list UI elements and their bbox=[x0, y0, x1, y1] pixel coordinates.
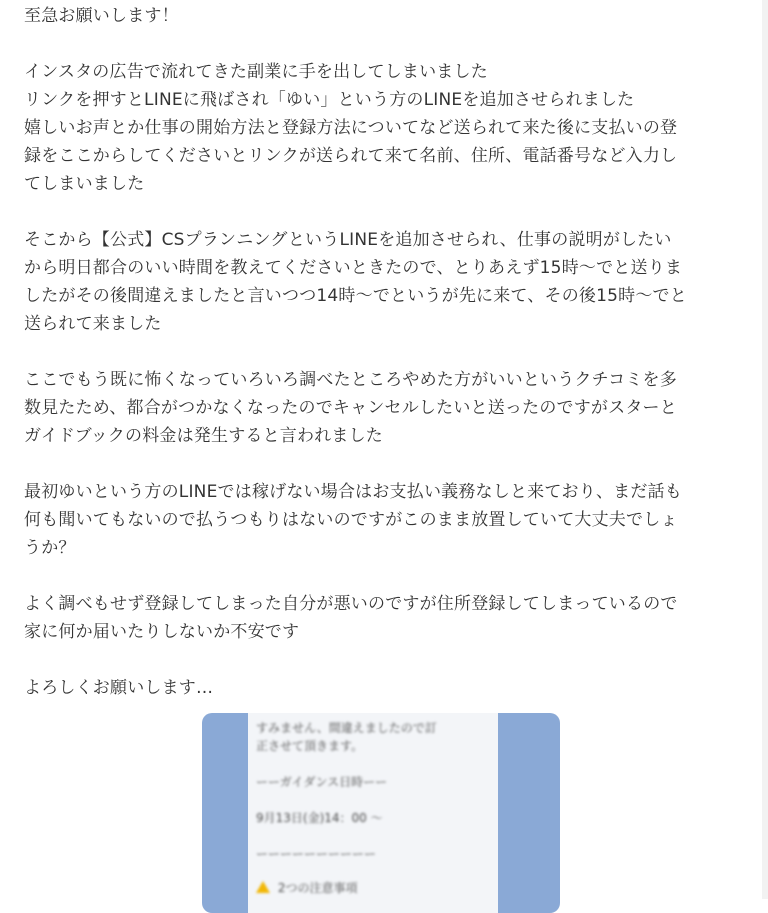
attached-screenshot[interactable] bbox=[202, 713, 560, 913]
text-line: リンクを押すとLINEに飛ばされ「ゆい」という方のLINEを追加させられました bbox=[24, 90, 635, 110]
paragraph-worry bbox=[24, 590, 744, 646]
text-line: ガイドブックの料金は発生すると言われました bbox=[24, 426, 383, 446]
blurred-text-line: 9月13日(金)14：00 〜 bbox=[256, 811, 383, 825]
blurred-warning-line bbox=[256, 879, 357, 896]
paragraph-payment bbox=[24, 478, 744, 562]
paragraph-cs-planning bbox=[24, 226, 744, 338]
text-line: から明日都合のいい時間を教えてくださいときたので、とりあえず15時～でと送りま bbox=[24, 258, 683, 278]
text-line: よく調べもせず登録してしまった自分が悪いのですが住所登録してしまっているので bbox=[24, 594, 678, 614]
blurred-text-line: 正させて頂きます。 bbox=[256, 739, 364, 753]
blurred-text-line: すみません、間違えましたので訂 bbox=[256, 721, 437, 735]
text-line: そこから【公式】CSプランニングというLINEを追加させられ、仕事の説明がしたい bbox=[24, 230, 672, 250]
text-line: 至急お願いします！ bbox=[24, 6, 179, 26]
text-line: 何も聞いてもないので払うつもりはないのですがこのまま放置していて大丈夫でしょ bbox=[24, 510, 678, 530]
paragraph-closing bbox=[24, 674, 744, 702]
text-line: インスタの広告で流れてきた副業に手を出してしまいました bbox=[24, 62, 488, 82]
question-body bbox=[24, 2, 744, 730]
scrollbar[interactable] bbox=[762, 0, 768, 899]
text-line: 家に何か届いたりしないか不安です bbox=[24, 622, 300, 642]
text-line: 最初ゆいという方のLINEでは稼げない場合はお支払い義務なしと来ており、まだ話も bbox=[24, 482, 682, 502]
blurred-text-line: ーーーーーーーーーー bbox=[256, 847, 377, 861]
text-line: よろしくお願いします… bbox=[24, 678, 214, 698]
text-line: 嬉しいお声とか仕事の開始方法と登録方法についてなど送られて来た後に支払いの登 bbox=[24, 118, 678, 138]
paragraph-instagram bbox=[24, 58, 744, 198]
blurred-text-line: ーーガイダンス日時ーー bbox=[256, 775, 388, 789]
text-line: てしまいました bbox=[24, 174, 145, 194]
text-line: うか？ bbox=[24, 538, 76, 558]
paragraph-cancel bbox=[24, 366, 744, 450]
text-line: したがその後間違えましたと言いつつ14時～でというが先に来て、その後15時～でと bbox=[24, 286, 687, 306]
text-line: 数見たため、都合がつかなくなったのでキャンセルしたいと送ったのですがスターと bbox=[24, 398, 677, 418]
text-line: ここでもう既に怖くなっていろいろ調べたところやめた方がいいというクチコミを多 bbox=[24, 370, 677, 390]
paragraph-urgent bbox=[24, 2, 744, 30]
text-line: 録をここからしてくださいとリンクが送られて来て名前、住所、電話番号など入力し bbox=[24, 146, 678, 166]
text-line: 送られて来ました bbox=[24, 314, 162, 334]
warning-icon bbox=[256, 881, 270, 893]
warning-text: 2つの注意事項 bbox=[277, 881, 358, 895]
